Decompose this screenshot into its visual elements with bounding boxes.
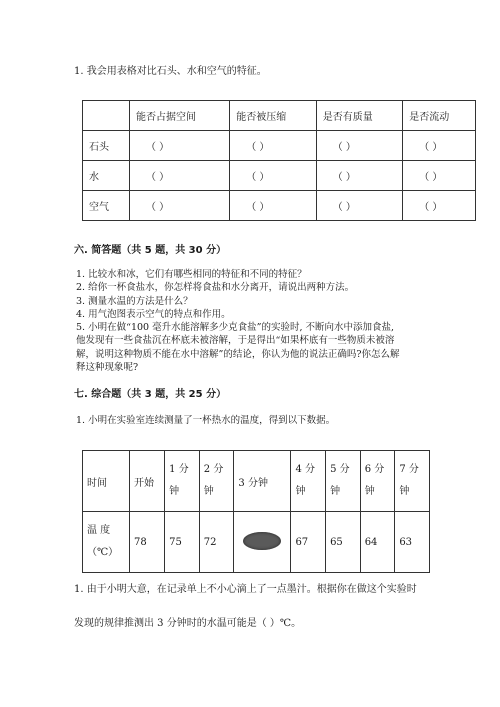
answer-blank[interactable]: （ ） [130,191,230,221]
table-header-cell: 是否流动 [403,101,476,131]
section-6-title: 六. 简答题（共 5 题，共 30 分） [74,245,227,256]
answer-blank[interactable]: （ ） [230,131,317,161]
table-cell: 72 [199,512,234,573]
table-header-cell: 能否占据空间 [130,101,230,131]
answer-blank[interactable]: （ ） [230,161,317,191]
table-header-cell: 7 分 钟 [395,451,430,512]
answer-blank[interactable]: （ ） [130,131,230,161]
question-line: 2. 给你一杯食盐水，你怎样将食盐和水分离开，请说出两种方法。 [76,282,355,294]
table-header-cell: 时间 [83,451,130,512]
question-line: 他发现有一些食盐沉在杯底未被溶解，于是得出“如果杯底有一些物质未被溶 [76,335,395,347]
table-header-row [83,101,476,131]
question-line: 释这种现象呢? [76,362,139,374]
fill-question-line: 1. 由于小明大意，在记录单上不小心滴上了一点墨汁。根据你在做这个实验时 [74,584,417,595]
row-label: 石头 [83,131,130,161]
table-row [83,191,476,221]
table-row [83,161,476,191]
table-row [83,512,430,573]
table-cell: 67 [291,512,326,573]
ink-blot [243,532,281,550]
table-header-cell: 5 分 钟 [326,451,361,512]
table-header-cell: 2 分 钟 [199,451,234,512]
answer-blank[interactable]: （ ） [316,131,403,161]
table-cell: 75 [165,512,200,573]
question-1-prompt: 1. 我会用表格对比石头、水和空气的特征。 [74,66,267,77]
table-cell: 65 [326,512,361,573]
question-line: 4. 用气泡图表示空气的特点和作用。 [76,308,231,320]
question-line: 5. 小明在做“100 毫升水能溶解多少克食盐”的实验时, 不断向水中添加食盐, [76,322,395,334]
table-header-cell: 能否被压缩 [230,101,317,131]
temperature-table [82,450,430,573]
table-header-cell: 4 分 钟 [291,451,326,512]
table-header-cell: 3 分钟 [234,451,291,512]
question-line: 解，说明这种物质不能在水中溶解”的结论，你认为他的说法正确吗?你怎么解 [76,348,400,360]
answer-blank[interactable]: （ ） [403,161,476,191]
row-label: 空气 [83,191,130,221]
table-header-cell: 1 分 钟 [165,451,200,512]
answer-blank[interactable]: （ ） [316,161,403,191]
row-label: 水 [83,161,130,191]
table-cell: 78 [130,512,165,573]
table-cell: 64 [360,512,395,573]
question-line: 3. 测量水温的方法是什么？ [76,295,193,307]
table-header-cell: 6 分 钟 [360,451,395,512]
answer-blank[interactable]: （ ） [130,161,230,191]
table-row [83,131,476,161]
section-7-title: 七. 综合题（共 3 题，共 25 分） [74,389,227,400]
answer-blank[interactable]: （ ） [316,191,403,221]
fill-question-line: 发现的规律推测出 3 分钟时的水温可能是（ ）℃。 [74,618,302,629]
answer-blank[interactable]: （ ） [230,191,317,221]
table-header-cell: 是否有质量 [316,101,403,131]
table-header-cell: 开始 [130,451,165,512]
table-header-cell [83,101,130,131]
section-7-intro: 1. 小明在实验室连续测量了一杯热水的温度，得到以下数据。 [76,415,336,426]
table-cell: 63 [395,512,430,573]
question-line: 1. 比较水和冰，它们有哪些相同的特征和不同的特征？ [76,269,307,280]
table-header-row [83,451,430,512]
section-6-questions [76,268,399,374]
answer-blank[interactable]: （ ） [403,131,476,161]
comparison-table [82,100,476,221]
row-label: 温 度 （℃） [83,512,130,573]
ink-blot-cell [234,512,291,573]
answer-blank[interactable]: （ ） [403,191,476,221]
